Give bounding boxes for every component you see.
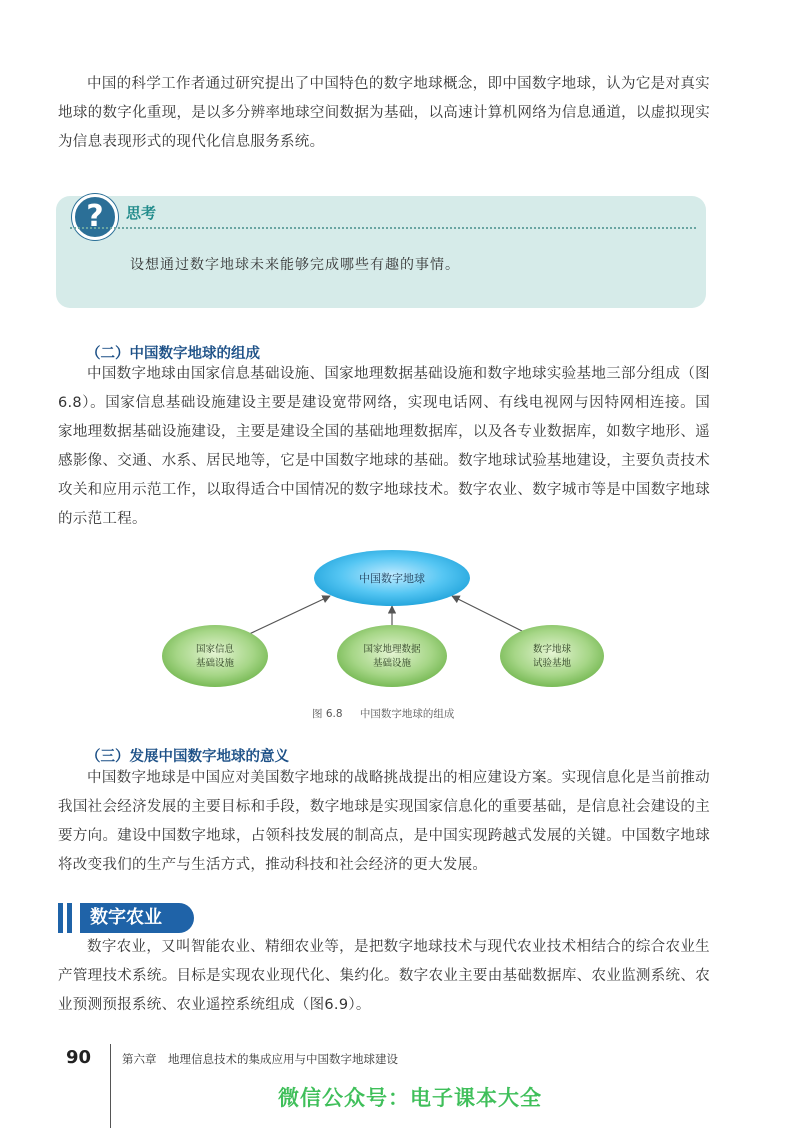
section-heading-significance: （三）发展中国数字地球的意义 bbox=[86, 749, 289, 765]
think-question: 设想通过数字地球未来能够完成哪些有趣的事情。 bbox=[130, 257, 460, 273]
figure-caption bbox=[312, 706, 454, 721]
top-node-label: 中国数字地球 bbox=[359, 572, 425, 585]
page-number: 90 bbox=[66, 1047, 92, 1068]
agriculture-paragraph: 数字农业，又叫智能农业、精细农业等，是把数字地球技术与现代农业技术相结合的综合农业生产管理技术系统。目标是实现农业现代化、集约化。数字农业主要由基础数据库、农业监测系统、农业预测预报系统、农业遥控系统组成（图6.9）。 bbox=[58, 939, 710, 1013]
node-label-testbed-2: 试验基地 bbox=[532, 658, 572, 669]
composition-diagram bbox=[160, 548, 630, 698]
significance-paragraph: 中国数字地球是中国应对美国数字地球的战略挑战提出的相应建设方案。实现信息化是当前推动我国社会经济发展的主要目标和手段，数字地球是实现国家信息化的重要基础，是信息社会建设的主要方向。建设中国数字地球，占领科技发展的制高点，是中国实现跨越式发展的关键。中国数字地球将改变我们的生产与生活方式，推动科技和社会经济的更大发展。 bbox=[58, 770, 710, 873]
think-title: 思考 bbox=[126, 204, 157, 222]
node-label-testbed-1: 数字地球 bbox=[532, 644, 572, 655]
section-heading-composition: （二）中国数字地球的组成 bbox=[86, 346, 260, 362]
dotted-divider bbox=[70, 227, 696, 229]
composition-paragraph: 中国数字地球由国家信息基础设施、国家地理数据基础设施和数字地球实验基地三部分组成（图6.8）。国家信息基础设施建设主要是建设宽带网络，实现电话网、有线电视网与因特网相连接。国家地理数据基础设施建设，主要是建设全国的基础地理数据库，以及各专业数据库，如数字地形、遥感影像、交通、水系、居民地等，它是中国数字地球的基础。数字地球试验基地建设，主要负责技术攻关和应用示范工作，以取得适合中国情况的数字地球技术。数字农业、数字城市等是中国数字地球的示范工程。 bbox=[58, 366, 710, 527]
watermark-text: 微信公众号：电子课本大全 bbox=[278, 1086, 542, 1110]
arrow-right bbox=[452, 596, 532, 636]
banner-title: 数字农业 bbox=[80, 903, 194, 933]
node-label-geodata-1: 国家地理数据 bbox=[363, 644, 421, 655]
node-label-geodata-2: 基础设施 bbox=[372, 658, 412, 669]
node-label-info-1: 国家信息 bbox=[195, 644, 235, 655]
node-ellipse-geodata bbox=[337, 625, 447, 687]
node-label-info-2: 基础设施 bbox=[195, 658, 235, 669]
intro-paragraph: 中国的科学工作者通过研究提出了中国特色的数字地球概念，即中国数字地球，认为它是对真实地球的数字化重现，是以多分辨率地球空间数据为基础，以高速计算机网络为信息通道，以虚拟现实为信息表现形式的现代化信息服务系统。 bbox=[58, 76, 710, 150]
node-ellipse-testbed bbox=[500, 625, 604, 687]
node-ellipse-info bbox=[162, 625, 268, 687]
figure-caption-text: 中国数字地球的组成 bbox=[359, 708, 455, 720]
chapter-title: 第六章 地理信息技术的集成应用与中国数字地球建设 bbox=[122, 1052, 398, 1066]
arrow-left bbox=[245, 596, 330, 636]
think-box bbox=[56, 196, 706, 308]
question-mark-icon: ? bbox=[72, 194, 118, 240]
footer-divider bbox=[110, 1044, 111, 1128]
figure-number: 图 6.8 bbox=[312, 708, 343, 720]
